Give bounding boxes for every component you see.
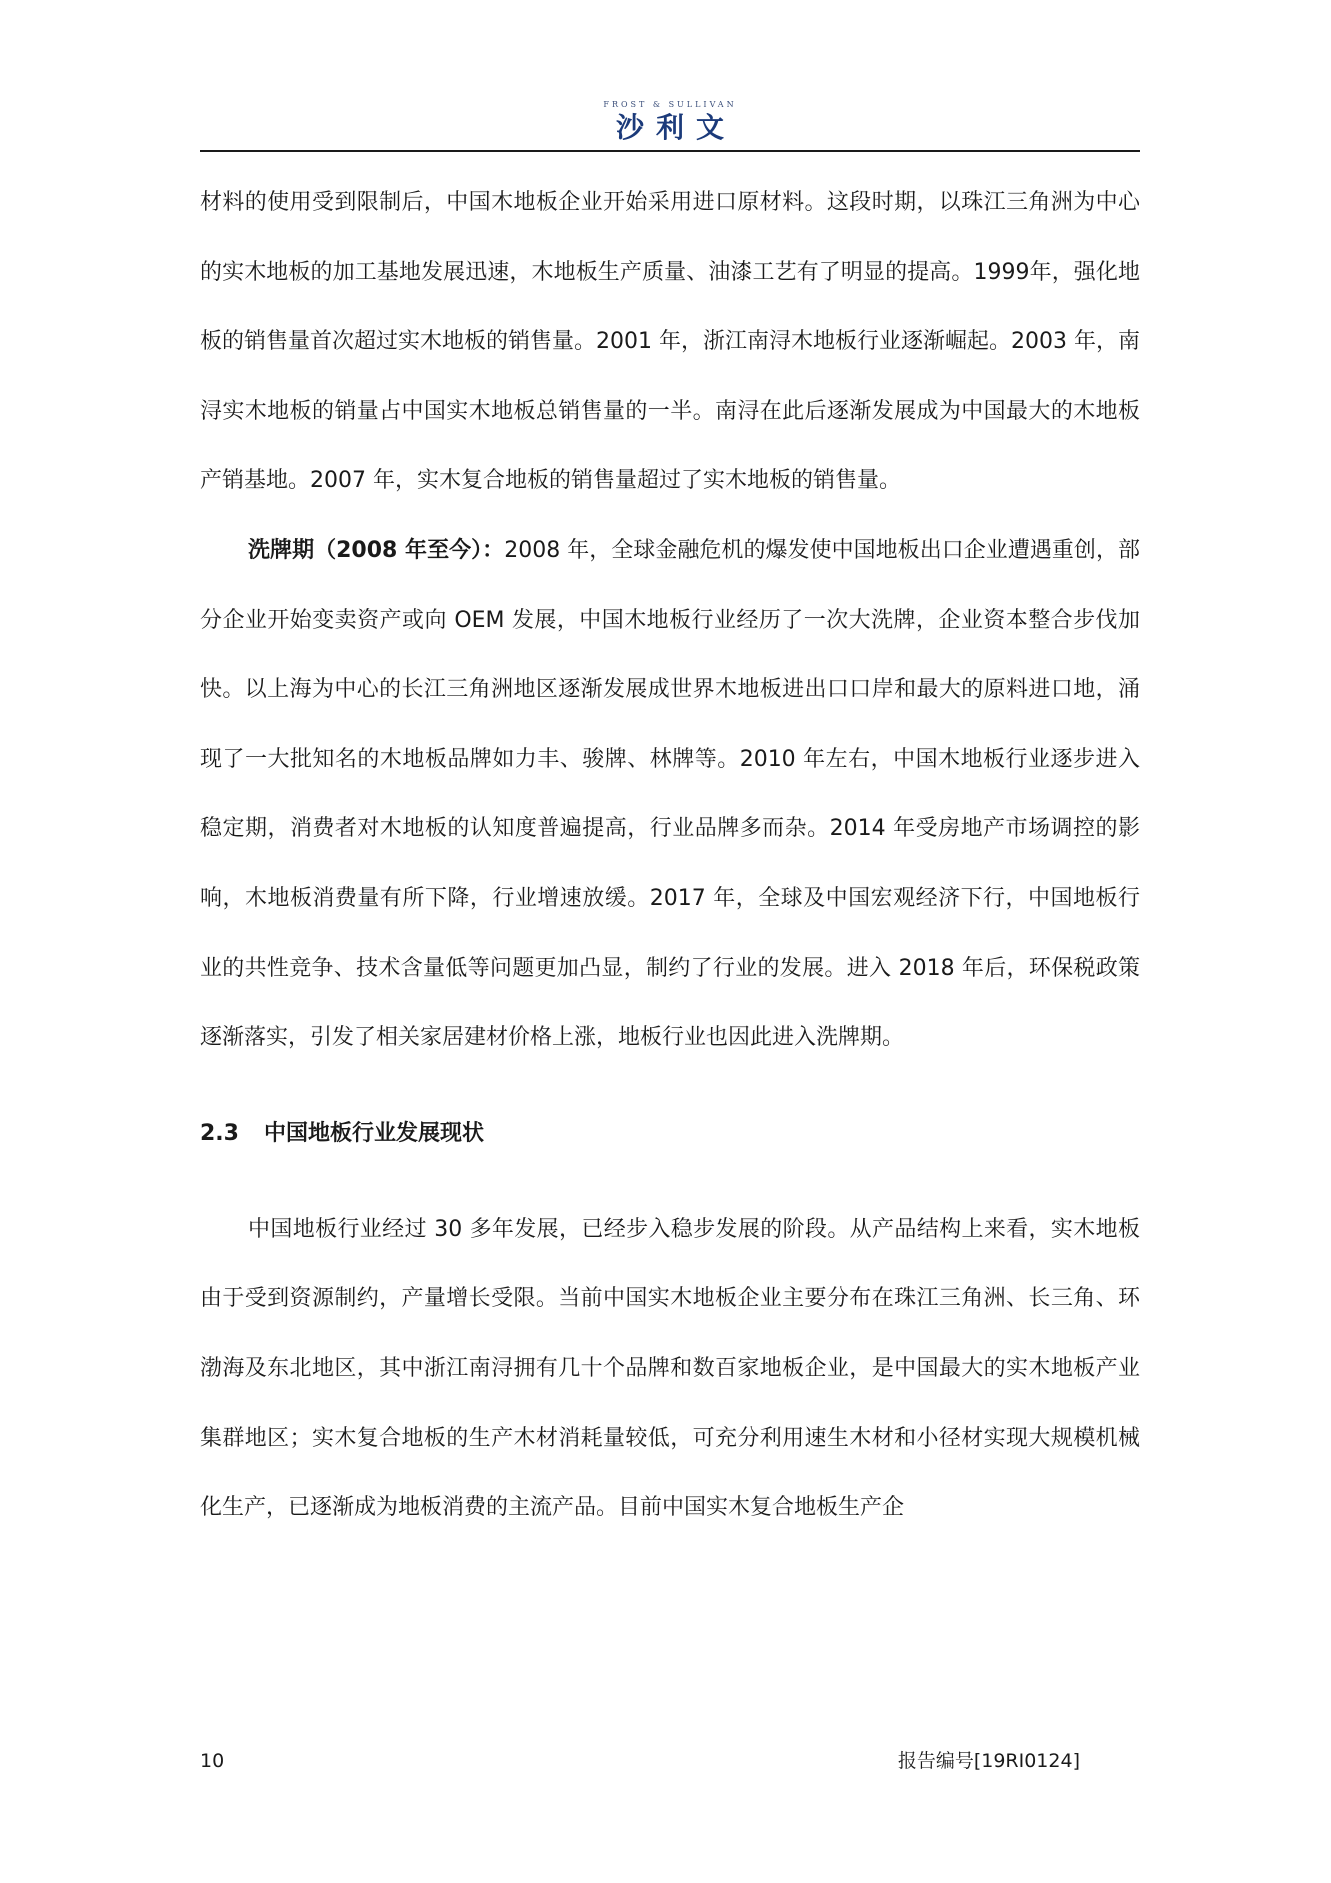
paragraph-3: 中国地板行业经过 30 多年发展，已经步入稳步发展的阶段。从产品结构上来看，实木地板由于受到资源制约，产量增长受限。当前中国实木地板企业主要分布在珠江三角洲、长三角、环渤海及东北地区，其中浙江南浔拥有几十个品牌和数百家地板企业，是中国最大的实木地板产业集群地区；实木复合地板的生产木材消耗量较低，可充分利用速生木材和小径材实现大规模机械化生产，已逐渐成为地板消费的主流产品。目前中国实木复合地板生产企 xyxy=(200,1216,1140,1521)
page-number: 10 xyxy=(200,1750,225,1772)
section-number: 2.3 xyxy=(200,1120,239,1146)
paragraph-2 xyxy=(200,516,1140,1073)
section-heading xyxy=(200,1119,1140,1149)
section-title: 中国地板行业发展现状 xyxy=(264,1120,485,1146)
page-footer xyxy=(200,1748,1080,1774)
paragraph-2-label: 洗牌期（2008 年至今）： xyxy=(248,537,505,563)
logo-chinese-text: 沙利文 xyxy=(615,111,736,144)
header-divider xyxy=(200,150,1140,152)
logo-english-text: FROST & SULLIVAN xyxy=(603,100,737,109)
paragraph-2-text: 2008 年，全球金融危机的爆发使中国地板出口企业遭遇重创，部分企业开始变卖资产或向 OEM 发展，中国木地板行业经历了一次大洗牌，企业资本整合步伐加快。以上海为中心的长江三角洲地区逐渐发展成世界木地板进出口口岸和最大的原料进口地，涌现了一大批知名的木地板品牌如力丰、骏牌、林牌等。2010 年左右，中国木地板行业逐步进入稳定期，消费者对木地板的认知度普遍提高，行业品牌多而杂。2014 年受房地产市场调控的影响，木地板消费量有所下降，行业增速放缓。2017 年，全球及中国宏观经济下行，中国地板行业的共性竞争、技术含量低等问题更加凸显，制约了行业的发展。进入 2018 年后，环保税政策逐渐落实，引发了相关家居建材价格上涨，地板行业也因此进入洗牌期。 xyxy=(200,537,1140,1051)
paragraph-1: 材料的使用受到限制后，中国木地板企业开始采用进口原材料。这段时期，以珠江三角洲为中心的实木地板的加工基地发展迅速，木地板生产质量、油漆工艺有了明显的提高。1999年，强化地板的销售量首次超过实木地板的销售量。2001 年，浙江南浔木地板行业逐渐崛起。2003 年，南浔实木地板的销量占中国实木地板总销售量的一半。南浔在此后逐渐发展成为中国最大的木地板产销基地。2007 年，实木复合地板的销售量超过了实木地板的销售量。 xyxy=(200,190,1140,494)
report-id: 报告编号[19RI0124] xyxy=(897,1750,1080,1772)
page-header xyxy=(200,100,1140,152)
company-logo xyxy=(200,100,1140,145)
page-body xyxy=(200,168,1140,1543)
